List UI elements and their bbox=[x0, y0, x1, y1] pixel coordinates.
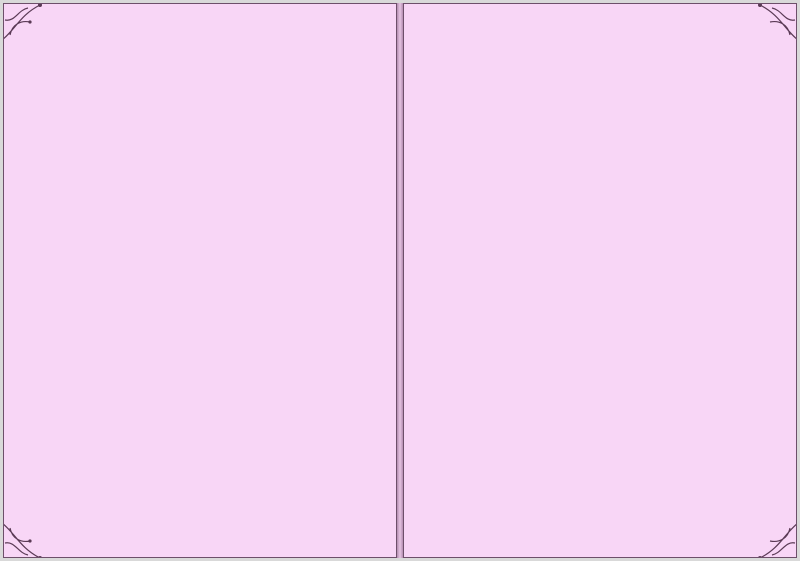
left-column bbox=[3, 3, 397, 558]
right-content bbox=[404, 4, 796, 557]
left-content bbox=[4, 4, 396, 557]
right-column bbox=[403, 3, 797, 558]
